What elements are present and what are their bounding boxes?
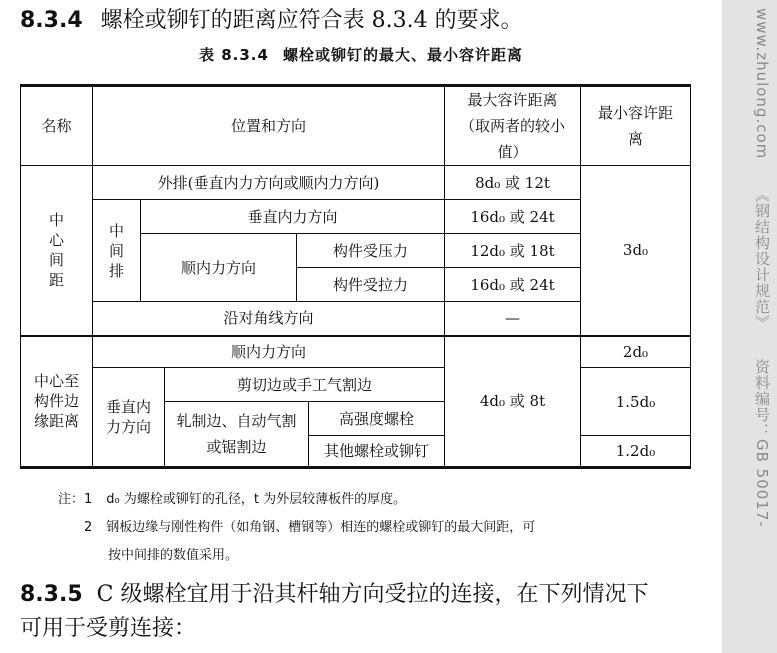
section-number: 8.3.4 (20, 8, 83, 33)
note-2-mark: 2 (84, 520, 93, 535)
table-caption (0, 44, 722, 65)
header-name: 名称 (21, 86, 93, 166)
row-outer-label: 外排(垂直内力方向或顺内力方向) (93, 166, 445, 200)
row-compression-max: 12d₀ 或 18t (445, 234, 581, 268)
row-tension-max: 16d₀ 或 24t (445, 268, 581, 302)
watermark-code: 资料编号：GB 50017- (753, 358, 771, 528)
note-1 (58, 490, 406, 510)
row-tension-label: 构件受拉力 (297, 268, 445, 302)
note-2-text: 钢板边缘与刚性构件（如角钢、槽钢等）相连的螺栓或铆钉的最大间距，可 (106, 520, 536, 535)
row-outer-max: 8d₀ 或 12t (445, 166, 581, 200)
watermark-site: www.zhulong.com (753, 8, 771, 160)
rolled-edge-label: 轧制边、自动气割或锯割边 (165, 402, 309, 468)
edge-max: 4d₀ 或 8t (445, 336, 581, 468)
section-heading (20, 6, 523, 36)
note-2-continued: 按中间排的数值采用。 (108, 548, 239, 563)
perp-force-label: 垂直内力方向 (93, 368, 165, 468)
row-diagonal-label: 沿对角线方向 (93, 302, 445, 336)
row-perp-label: 垂直内力方向 (141, 200, 445, 234)
section-text: 螺栓或铆钉的距离应符合表 8.3.4 的要求。 (100, 8, 523, 33)
center-min: 3d₀ (581, 166, 691, 336)
row-edge-along-label: 顺内力方向 (93, 336, 445, 368)
next-section-line-2: 可用于受剪连接： (20, 616, 197, 641)
header-min: 最小容许距离 (581, 86, 691, 166)
row-shear-min: 1.5d₀ (581, 368, 691, 436)
distance-table (20, 84, 691, 469)
row-perp-max: 16d₀ 或 24t (445, 200, 581, 234)
header-max: 最大容许距离（取两者的较小值） (445, 86, 581, 166)
row-other-min: 1.2d₀ (581, 436, 691, 468)
along-force-label: 顺内力方向 (141, 234, 297, 302)
note-1-mark: 注：1 (58, 492, 93, 507)
row-shear-label: 剪切边或手工气割边 (165, 368, 445, 402)
other-bolt-label: 其他螺栓或铆钉 (309, 436, 445, 468)
watermark-title: 《钢结构设计规范》 (753, 187, 771, 332)
next-section-line-1 (20, 580, 648, 610)
header-position: 位置和方向 (93, 86, 445, 166)
note-1-text: d₀ 为螺栓或铆钉的孔径，t 为外层较薄板件的厚度。 (106, 492, 407, 507)
next-section-text: C 级螺栓宜用于沿其杆轴方向受拉的连接，在下列情况下 (96, 582, 649, 607)
table-caption-number: 表 8.3.4 (199, 46, 269, 64)
row-edge-along-min: 2d₀ (581, 336, 691, 368)
table-caption-title: 螺栓或铆钉的最大、最小容许距离 (282, 46, 523, 64)
next-section-number: 8.3.5 (20, 582, 83, 607)
note-2 (84, 518, 535, 538)
middle-row-label: 中间排 (93, 200, 141, 302)
high-strength-bolt-label: 高强度螺栓 (309, 402, 445, 436)
group-edge-distance: 中心至构件边缘距离 (21, 336, 93, 468)
watermark-strip (722, 0, 777, 653)
group-center-distance: 中心间距 (21, 166, 93, 336)
row-diagonal-max: — (445, 302, 581, 336)
row-compression-label: 构件受压力 (297, 234, 445, 268)
